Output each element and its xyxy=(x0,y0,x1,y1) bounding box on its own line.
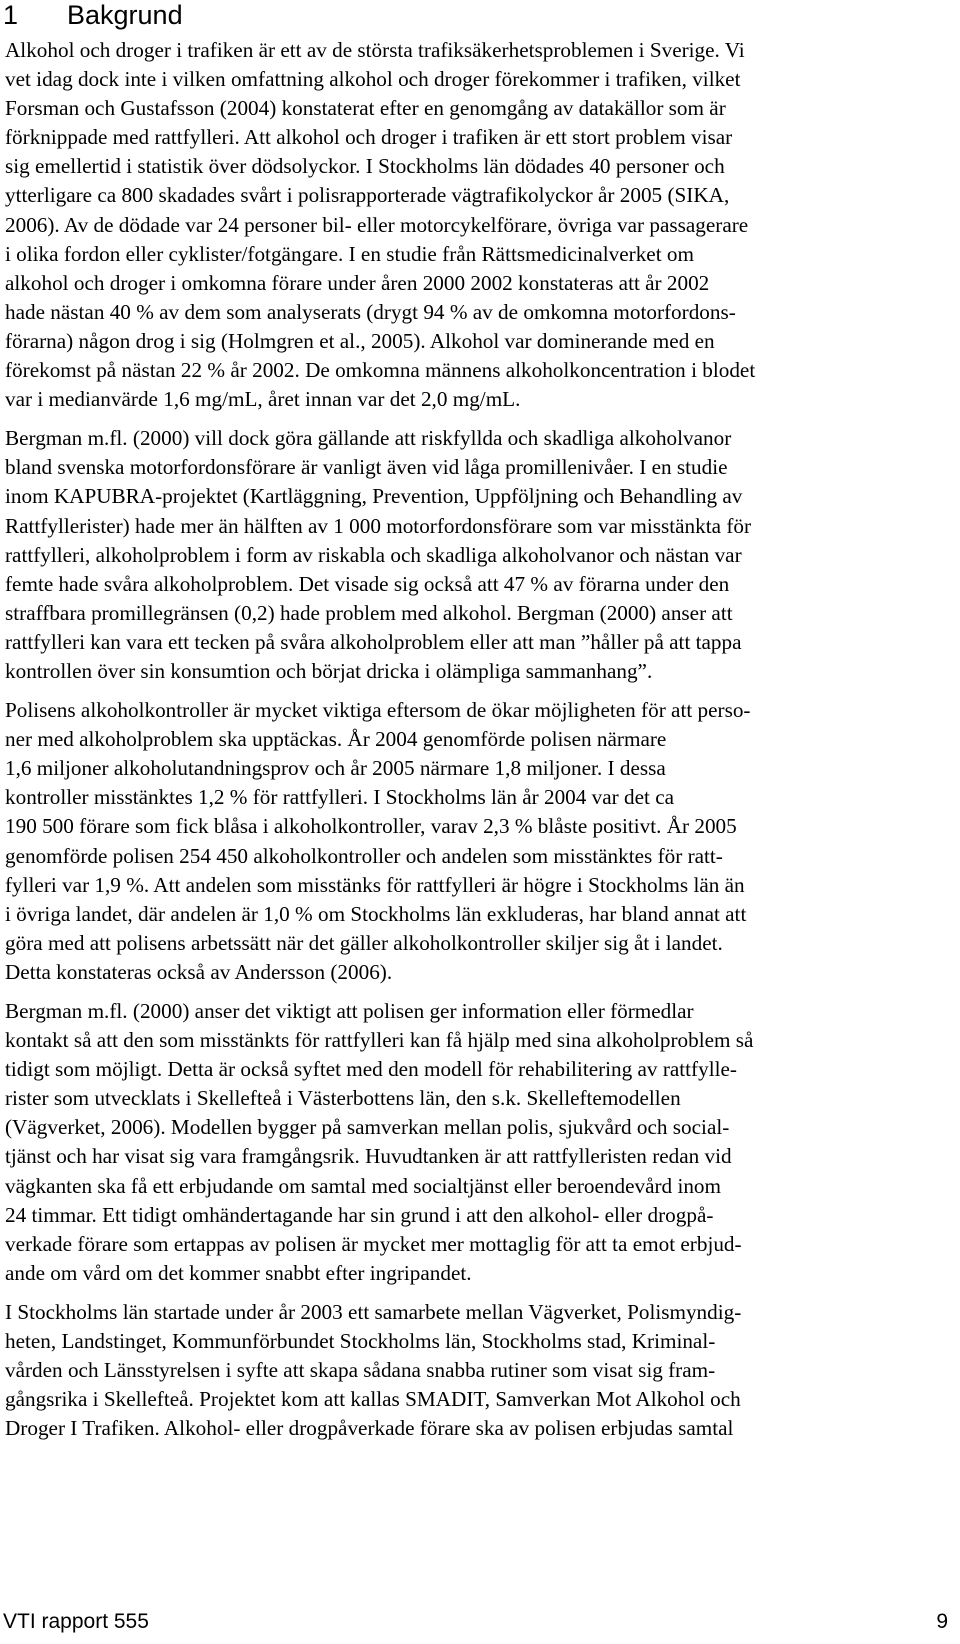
text-line: Alkohol och droger i trafiken är ett av de största trafiksäkerhetsproblemen i Sverige. Vi xyxy=(5,38,745,62)
text-line: i olika fordon eller cyklister/fotgängare. I en studie från Rättsmedicinalverket om xyxy=(5,241,694,266)
text-line: bland svenska motorfordonsförare är vanligt även vid låga promillenivåer. I en studie xyxy=(5,455,728,480)
report-name: VTI rapport 555 xyxy=(3,1610,149,1633)
text-line: alkohol och droger i omkomna förare under åren 2000 2002 konstateras att år 2002 xyxy=(5,270,710,295)
text-line: Forsman och Gustafsson (2004) konstaterat efter en genomgång av datakällor som är xyxy=(5,96,726,121)
section-title: Bakgrund xyxy=(67,0,183,30)
text-line: rister som utvecklats i Skellefteå i Västerbottens län, den s.k. Skelleftemodellen xyxy=(5,1086,681,1111)
paragraph xyxy=(5,36,947,414)
text-line: 190 500 förare som fick blåsa i alkoholkontroller, varav 2,3 % blåste positivt. År 2005 xyxy=(5,814,737,839)
text-line: femte hade svåra alkoholproblem. Det visade sig också att 47 % av förarna under den xyxy=(5,571,730,596)
text-line: ande om vård om det kommer snabbt efter ingripandet. xyxy=(5,1260,472,1285)
section-number: 1 xyxy=(3,0,19,30)
text-line: gångsrika i Skellefteå. Projektet kom att kallas SMADIT, Samverkan Mot Alkohol och xyxy=(5,1387,741,1412)
paragraph xyxy=(5,424,947,686)
text-line: fylleri var 1,9 %. Att andelen som misstänks för rattfylleri är högre i Stockholms län än xyxy=(5,872,745,897)
text-line: verkade förare som ertappas av polisen är mycket mer mottaglig för att ta emot erbjud- xyxy=(5,1231,742,1256)
section-heading xyxy=(3,0,183,30)
text-line: 24 timmar. Ett tidigt omhändertagande har sin grund i att den alkohol- eller drogpå- xyxy=(5,1202,714,1227)
text-line: Rattfyllerister) hade mer än hälften av 1 000 motorfordonsförare som var misstänkta för xyxy=(5,513,752,538)
page-number: 9 xyxy=(936,1610,948,1633)
text-line: ytterligare ca 800 skadades svårt i polisrapporterade vägtrafikolyckor år 2005 (SIKA, xyxy=(5,183,730,208)
text-line: tidigt som möjligt. Detta är också syftet med den modell för rehabilitering av rattfylle- xyxy=(5,1057,737,1082)
text-line: var i medianvärde 1,6 mg/mL, året innan var det 2,0 mg/mL. xyxy=(5,387,521,412)
text-line: rattfylleri kan vara ett tecken på svåra alkoholproblem eller att man ”håller på att tappa xyxy=(5,629,742,654)
text-line: Detta konstateras också av Andersson (2006). xyxy=(5,959,393,984)
text-line: I Stockholms län startade under år 2003 ett samarbete mellan Vägverket, Polismyndig- xyxy=(5,1299,742,1324)
text-line: ner med alkoholproblem ska upptäckas. År 2004 genomförde polisen närmare xyxy=(5,727,667,752)
text-line: genomförde polisen 254 450 alkoholkontroller och andelen som misstänktes för ratt- xyxy=(5,843,723,868)
text-line: Bergman m.fl. (2000) vill dock göra gällande att riskfyllda och skadliga alkoholvanor xyxy=(5,426,732,451)
text-line: förekomst på nästan 22 % år 2002. De omkomna männens alkoholkoncentration i blodet xyxy=(5,358,756,383)
paragraph xyxy=(5,1298,947,1443)
text-line: tjänst och har visat sig vara framgångsrik. Huvudtanken är att rattfylleristen redan vid xyxy=(5,1144,732,1169)
text-line: inom KAPUBRA-projektet (Kartläggning, Prevention, Uppföljning och Behandling av xyxy=(5,484,743,509)
text-line: 1,6 miljoner alkoholutandningsprov och år 2005 närmare 1,8 miljoner. I dessa xyxy=(5,756,666,781)
text-line: sig emellertid i statistik över dödsolyckor. I Stockholms län dödades 40 personer och xyxy=(5,154,725,179)
text-line: hade nästan 40 % av dem som analyserats (drygt 94 % av de omkomna motorfordons- xyxy=(5,299,736,324)
text-line: Polisens alkoholkontroller är mycket viktiga eftersom de ökar möjligheten för att perso- xyxy=(5,698,751,723)
body-text xyxy=(5,36,947,1453)
text-line: förknippade med rattfylleri. Att alkohol och droger i trafiken är ett stort problem visar xyxy=(5,125,733,150)
text-line: rattfylleri, alkoholproblem i form av riskabla och skadliga alkoholvanor och nästan var xyxy=(5,542,742,567)
text-line: förarna) någon drog i sig (Holmgren et al., 2005). Alkohol var dominerande med en xyxy=(5,328,715,353)
text-line: 2006). Av de dödade var 24 personer bil- eller motorcykelförare, övriga var passagerare xyxy=(5,212,749,237)
text-line: vet idag dock inte i vilken omfattning alkohol och droger förekommer i trafiken, vilket xyxy=(5,67,741,92)
text-line: (Vägverket, 2006). Modellen bygger på samverkan mellan polis, sjukvård och social- xyxy=(5,1115,730,1140)
text-line: Bergman m.fl. (2000) anser det viktigt att polisen ger information eller förmedlar xyxy=(5,999,694,1023)
paragraph xyxy=(5,997,947,1288)
text-line: kontrollen över sin konsumtion och börjat dricka i olämpliga sammanhang”. xyxy=(5,658,653,683)
page-footer xyxy=(3,1607,948,1637)
text-line: heten, Landstinget, Kommunförbundet Stockholms län, Stockholms stad, Kriminal- xyxy=(5,1329,716,1354)
text-line: Droger I Trafiken. Alkohol- eller drogpåverkade förare ska av polisen erbjudas samtal xyxy=(5,1416,734,1441)
text-line: vägkanten ska få ett erbjudande om samtal med socialtjänst eller beroendevård inom xyxy=(5,1173,721,1198)
text-line: göra med att polisens arbetssätt när det gäller alkoholkontroller skiljer sig åt i landet. xyxy=(5,930,723,955)
paragraph xyxy=(5,696,947,987)
text-line: straffbara promillegränsen (0,2) hade problem med alkohol. Bergman (2000) anser att xyxy=(5,600,733,625)
text-line: kontroller misstänktes 1,2 % för rattfylleri. I Stockholms län år 2004 var det ca xyxy=(5,785,674,810)
text-line: kontakt så att den som misstänkts för rattfylleri kan få hjälp med sina alkoholproblem så xyxy=(5,1028,754,1053)
text-line: i övriga landet, där andelen är 1,0 % om Stockholms län exkluderas, har bland annat att xyxy=(5,901,747,926)
text-line: vården och Länsstyrelsen i syfte att skapa sådana snabba rutiner som visat sig fram- xyxy=(5,1358,716,1383)
